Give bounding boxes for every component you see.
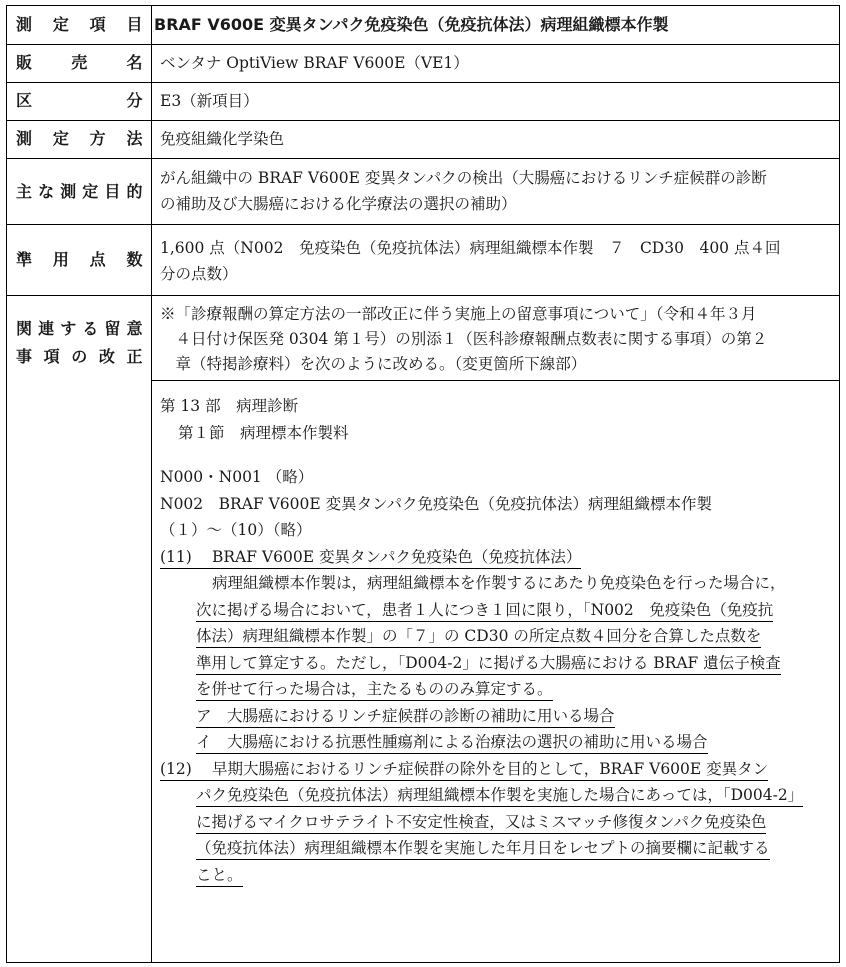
row-divider (7, 120, 839, 121)
label-category: 区 分 (16, 91, 143, 110)
row-divider (7, 82, 839, 83)
drug-info-table (6, 5, 840, 963)
label-method: 測 定 方 法 (16, 129, 143, 148)
section-heading: 第 13 部 病理診断 (160, 397, 299, 415)
item-title: N002 BRAF V600E 変異タンパク免疫染色（免疫抗体法）病理組織標本作製 (160, 494, 713, 513)
notes-divider (151, 380, 839, 381)
value-method: 免疫組織化学染色 (160, 130, 285, 148)
intro-line: ※「診療報酬の算定方法の一部改正に伴う実施上の留意事項について」（令和４年３月 (160, 305, 757, 323)
item-11-number: (11) (160, 546, 200, 569)
item-11-text-line: 準用して算定する。ただし，「D004-2」に掲げる大腸癌における BRAF 遺伝子検査 (160, 650, 832, 677)
item-11-option-i: イ 大腸癌における抗悪性腫瘍剤による治療法の選択の補助に用いる場合 (160, 729, 832, 756)
column-divider (151, 6, 152, 962)
row-divider (7, 295, 839, 296)
item-11-text-line: 体法）病理組織標本作製」の「７」の CD30 の所定点数４回分を合算した点数を (160, 623, 832, 650)
row-divider (7, 44, 839, 45)
item-12-first-line: 早期大腸癌におけるリンチ症候群の除外を目的として，BRAF V600E 変異タン (200, 758, 768, 781)
item-11-title: BRAF V600E 変異タンパク免疫染色（免疫抗体法） (200, 546, 581, 569)
item-11-text-line: を併せて行った場合は，主たるもののみ算定する。 (160, 676, 832, 703)
notes-intro (160, 302, 832, 377)
value-purpose (160, 165, 832, 217)
item-12-text-line: パク免疫染色（免疫抗体法）病理組織標本作製を実施した場合にあっては，「D004-2」 (160, 782, 832, 809)
row-divider (7, 224, 839, 225)
omitted-items: N000・N001 （略） (160, 468, 314, 486)
item-12-number: (12) (160, 758, 200, 781)
value-category: E3（新項目） (160, 92, 259, 110)
value-measurement-item: BRAF V600E 変異タンパク免疫染色（免疫抗体法）病理組織標本作製 (154, 15, 669, 34)
item-11-text-line: 病理組織標本作製は，病理組織標本を作製するにあたり免疫染色を行った場合に， (212, 574, 786, 592)
label-product-name: 販 売 名 (16, 53, 143, 72)
points-line: 分の点数） (160, 265, 238, 283)
subsection-heading: 第１節 病理標本作製料 (178, 423, 349, 442)
intro-line: 章（特掲診療料）を次のように改める。（変更箇所下線部） (160, 355, 587, 373)
item-12-text-line: こと。 (160, 862, 832, 889)
purpose-line: の補助及び大腸癌における化学療法の選択の補助） (160, 195, 517, 213)
item-12-heading (160, 756, 832, 783)
item-12-text-line: （免疫抗体法）病理組織標本作製を実施した年月日をレセプトの摘要欄に記載する (160, 835, 832, 862)
item-11-text-line: 次に掲げる場合において，患者１人につき１回に限り，「N002 免疫染色（免疫抗 (160, 597, 832, 624)
purpose-line: がん組織中の BRAF V600E 変異タンパクの検出（大腸癌におけるリンチ症候群の診断 (160, 169, 767, 187)
notes-body (160, 393, 832, 888)
label-points: 準 用 点 数 (16, 250, 143, 269)
label-related-notes: 関 連 す る 留 意 事 項 の 改 正 (16, 319, 143, 366)
value-product-name: ベンタナ OptiView BRAF V600E（VE1） (160, 54, 469, 72)
label-purpose: 主 な 測 定 目 的 (16, 182, 143, 201)
item-11-heading (160, 544, 832, 571)
item-11-option-a: ア 大腸癌におけるリンチ症候群の診断の補助に用いる場合 (160, 703, 832, 730)
omitted-subitems: （１）～（10）（略） (160, 521, 312, 539)
row-divider (7, 158, 839, 159)
value-points (160, 235, 832, 287)
item-12-text-line: に掲げるマイクロサテライト不安定性検査，又はミスマッチ修復タンパク免疫染色 (160, 809, 832, 836)
label-measurement-item: 測 定 項 目 (16, 15, 143, 34)
intro-line: ４日付け保医発 0304 第１号）の別添１（医科診療報酬点数表に関する事項）の第２ (160, 330, 768, 348)
points-line: 1,600 点（N002 免疫染色（免疫抗体法）病理組織標本作製 ７ CD30 400 点４回 (160, 239, 781, 257)
